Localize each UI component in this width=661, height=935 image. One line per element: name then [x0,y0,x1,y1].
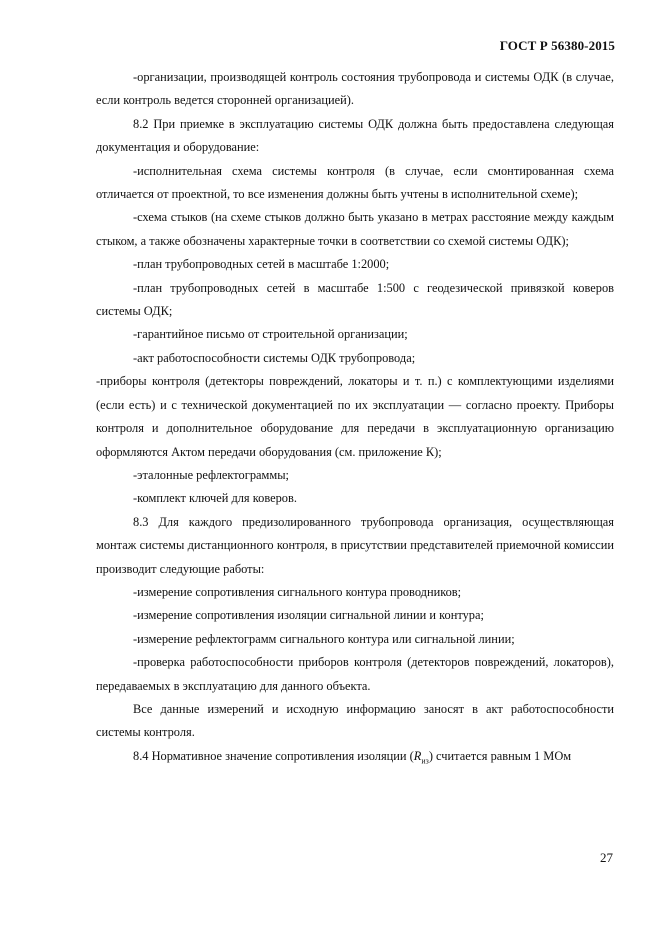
list-item: -план трубопроводных сетей в масштабе 1:2000; [133,257,390,272]
document-code: ГОСТ Р 56380-2015 [499,38,615,53]
paragraph-item: -организации, производящей контроль состояния трубопровода и системы ОДК (в случае, если контроль ведется сторонней организацией). [96,70,614,108]
paragraph-8-3: 8.3 Для каждого предизолированного трубопровода организация, осуществляющая монтаж системы дистанционного контроля, в присутствии представителей приемочной комиссии производит следующие работы: [96,514,614,576]
list-item: -схема стыков (на схеме стыков должно быть указано в метрах расстояние между каждым стыком, а также обозначены характерные точки в соответствии со схемой системы ОДК); [96,210,614,248]
list-item: -исполнительная схема системы контроля (в случае, если смонтированная схема отличается от проектной, то все изменения должны быть учтены в исполнительной схеме); [96,163,614,202]
resistance-subscript: из [421,756,429,766]
paragraph-8-4-text-start: 8.4 Нормативное значение сопротивления изоляции ( [133,748,414,763]
list-item: -приборы контроля (детекторы повреждений, локаторы и т. п.) с комплектующими изделиями (если есть) и с технической документацией по их эксплуатации — согласно проекту. Приборы контроля и дополнительное оборудование для передачи в эксплуатационную организацию оформляются Актом передачи оборудования (см. приложение К); [96,374,614,459]
page-number: 27 [600,850,613,865]
list-item: -план трубопроводных сетей в масштабе 1:500 с геодезической привязкой коверов системы ОДК; [96,280,614,319]
list-item: -измерение сопротивления изоляции сигнальной линии и контура; [133,608,484,623]
paragraph-measurements: Все данные измерений и исходную информацию заносят в акт работоспособности системы контроля. [96,701,614,740]
resistance-symbol: R [413,748,422,763]
list-item: -эталонные рефлектограммы; [133,467,289,482]
paragraph-8-2: 8.2 При приемке в эксплуатацию системы ОДК должна быть предоставлена следующая документация и оборудование: [96,116,614,155]
list-item: -измерение рефлектограмм сигнального контура или сигнальной линии; [133,631,515,646]
list-item: -комплект ключей для коверов. [133,491,297,506]
body-text [96,66,614,768]
paragraph-8-4 [96,745,614,768]
list-item: -акт работоспособности системы ОДК трубопровода; [133,350,416,365]
list-item: -проверка работоспособности приборов контроля (детекторов повреждений, локаторов), передаваемых в эксплуатацию для данного объекта. [96,655,614,693]
list-item: -гарантийное письмо от строительной организации; [133,327,408,342]
list-item: -измерение сопротивления сигнального контура проводников; [133,584,462,599]
paragraph-8-4-text-end: ) считается равным 1 МОм [428,748,572,763]
